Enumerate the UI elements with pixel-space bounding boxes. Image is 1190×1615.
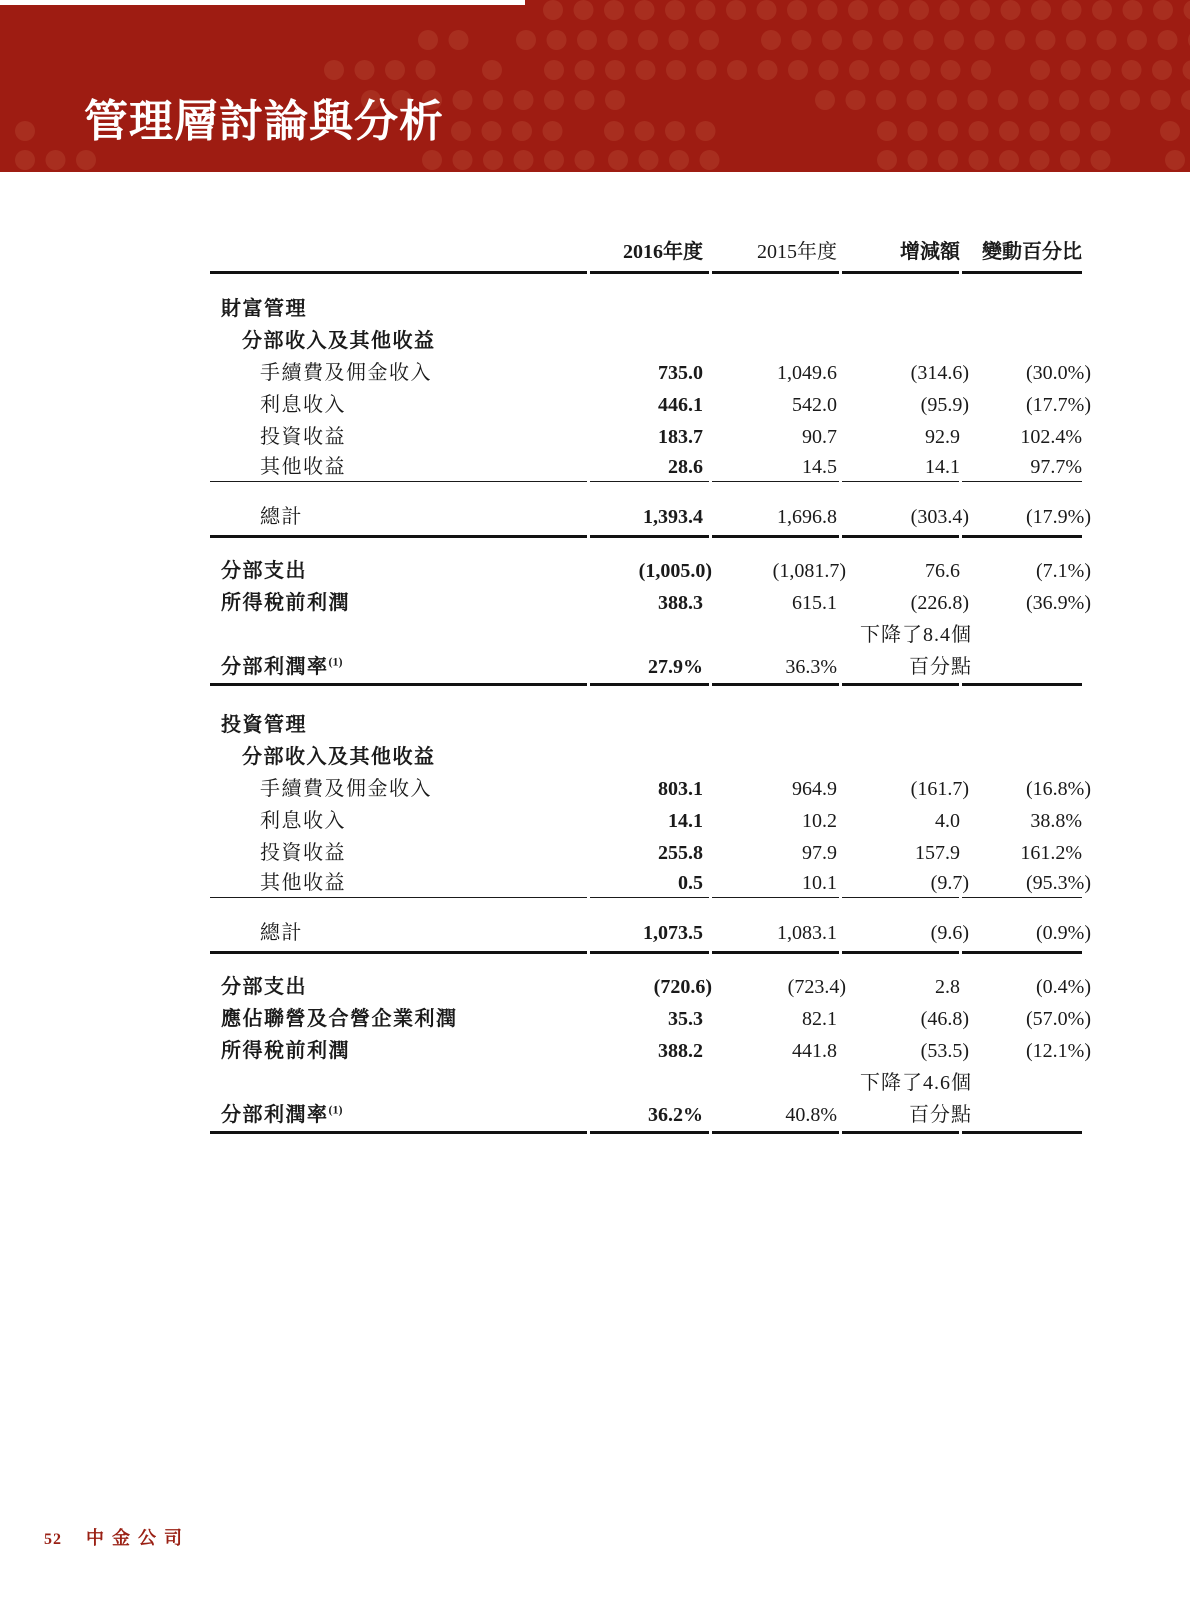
row-label-text: 分部支出 xyxy=(221,975,307,998)
value-2015 xyxy=(712,837,842,869)
value-2016 xyxy=(590,915,712,951)
table-row xyxy=(210,805,1082,837)
table-header-row xyxy=(210,225,1082,271)
value-2016 xyxy=(590,651,712,683)
cell-value: 76.6 xyxy=(925,559,960,582)
value-change xyxy=(842,619,972,651)
column-header-text: 2016年度 xyxy=(623,241,703,263)
header-banner xyxy=(0,0,1190,172)
row-label xyxy=(210,1067,590,1099)
value-change xyxy=(842,421,962,453)
value-2015 xyxy=(712,357,842,389)
value-percent xyxy=(962,869,1091,897)
row-label xyxy=(210,453,590,481)
value-percent xyxy=(962,555,1091,587)
value-2016 xyxy=(590,619,712,651)
value-percent xyxy=(962,1067,1082,1099)
cell-value: 1,696.8 xyxy=(777,505,837,528)
row-label-text: 利息收入 xyxy=(260,809,346,832)
table-row xyxy=(210,587,1082,619)
cell-value: 下降了8.4個 xyxy=(860,623,972,646)
value-2015 xyxy=(712,869,842,897)
col-header-change xyxy=(842,225,962,271)
value-percent xyxy=(962,915,1091,951)
table-row xyxy=(210,1099,1082,1131)
cell-value: 1,393.4 xyxy=(643,505,703,528)
table-row xyxy=(210,357,1082,389)
value-2015 xyxy=(712,325,842,357)
value-2016 xyxy=(590,709,712,741)
cell-value: 542.0 xyxy=(792,393,837,416)
column-header-text: 增減額 xyxy=(900,241,960,263)
value-change xyxy=(842,389,969,421)
spacer-row xyxy=(210,275,1082,293)
value-change xyxy=(842,555,962,587)
table-row xyxy=(210,1035,1082,1067)
spacer-row xyxy=(210,687,1082,709)
cell-value: 10.2 xyxy=(802,809,837,832)
cell-value: 157.9 xyxy=(915,841,960,864)
value-percent xyxy=(962,709,1082,741)
cell-value: (53.5) xyxy=(920,1039,969,1062)
value-change xyxy=(842,1003,969,1035)
row-label-text: 總計 xyxy=(260,921,303,944)
cell-value: 百分點 xyxy=(909,1103,972,1126)
row-label xyxy=(210,389,590,421)
table-row xyxy=(210,709,1082,741)
cell-value: 102.4% xyxy=(1020,425,1082,448)
row-label xyxy=(210,357,590,389)
row-label-text: 手續費及佣金收入 xyxy=(260,361,432,384)
value-percent xyxy=(962,971,1091,1003)
value-2016 xyxy=(590,1067,712,1099)
row-label-text: 財富管理 xyxy=(221,297,307,320)
value-2016 xyxy=(590,837,712,869)
value-2015 xyxy=(712,555,846,587)
rule-segment xyxy=(712,1131,842,1135)
value-percent xyxy=(962,1003,1091,1035)
table-row xyxy=(210,619,1082,651)
row-label-text: 分部利潤率 xyxy=(221,1103,329,1126)
spacer-row xyxy=(210,955,1082,971)
cell-value: (36.9%) xyxy=(1026,591,1091,614)
row-label-text: 其他收益 xyxy=(260,871,346,894)
row-label xyxy=(210,1003,590,1035)
value-2016 xyxy=(590,587,712,619)
table-row xyxy=(210,651,1082,683)
row-label xyxy=(210,805,590,837)
cell-value: 446.1 xyxy=(658,393,703,416)
value-2015 xyxy=(712,293,842,325)
table-row xyxy=(210,499,1082,535)
value-change xyxy=(842,1035,969,1067)
value-2015 xyxy=(712,1099,842,1131)
col-header-2015 xyxy=(712,225,842,271)
cell-value: 14.1 xyxy=(925,455,960,478)
cell-value: 27.9% xyxy=(648,655,703,678)
cell-value: 183.7 xyxy=(658,425,703,448)
segment-financials-table xyxy=(210,225,1091,1135)
row-label xyxy=(210,325,590,357)
cell-value: (17.9%) xyxy=(1026,505,1091,528)
value-change xyxy=(842,805,962,837)
value-change xyxy=(842,1099,972,1131)
row-label-text: 應佔聯營及合營企業利潤 xyxy=(221,1007,458,1030)
cell-value: 964.9 xyxy=(792,777,837,800)
cell-value: 97.7% xyxy=(1030,455,1082,478)
value-change xyxy=(842,293,962,325)
cell-value: 90.7 xyxy=(802,425,837,448)
cell-value: 40.8% xyxy=(785,1103,837,1126)
cell-value: 161.2% xyxy=(1020,841,1082,864)
col-header-percent xyxy=(962,225,1082,271)
cell-value: (57.0%) xyxy=(1026,1007,1091,1030)
value-2016 xyxy=(590,971,712,1003)
spacer-row xyxy=(210,539,1082,555)
footnote-marker: (1) xyxy=(328,653,343,668)
cell-value: 下降了4.6個 xyxy=(860,1071,972,1094)
row-label-text: 分部支出 xyxy=(221,559,307,582)
row-label-text: 分部利潤率 xyxy=(221,655,329,678)
page-footer xyxy=(44,1524,190,1550)
cell-value: (314.6) xyxy=(910,361,969,384)
value-percent xyxy=(962,619,1082,651)
value-percent xyxy=(962,293,1082,325)
row-label-text: 分部收入及其他收益 xyxy=(242,745,436,768)
row-label xyxy=(210,869,590,897)
table-row xyxy=(210,389,1082,421)
page-number: 52 xyxy=(44,1531,62,1548)
cell-value: (720.6) xyxy=(653,975,712,998)
cell-value: 803.1 xyxy=(658,777,703,800)
cell-value: 1,073.5 xyxy=(643,921,703,944)
value-2016 xyxy=(590,773,712,805)
value-2015 xyxy=(712,971,846,1003)
table-row xyxy=(210,741,1082,773)
value-change xyxy=(842,741,962,773)
row-label xyxy=(210,651,590,683)
cell-value: 735.0 xyxy=(658,361,703,384)
cell-value: 36.3% xyxy=(785,655,837,678)
rule-segment xyxy=(210,1131,590,1135)
value-change xyxy=(842,651,972,683)
value-percent xyxy=(962,1099,1082,1131)
cell-value: (9.6) xyxy=(930,921,969,944)
table-row xyxy=(210,915,1082,951)
row-label-text: 所得稅前利潤 xyxy=(221,1039,350,1062)
row-label-text: 其他收益 xyxy=(260,455,346,478)
header-label-spacer xyxy=(210,225,590,271)
cell-value: 615.1 xyxy=(792,591,837,614)
spacer-row xyxy=(210,901,1082,915)
value-percent xyxy=(962,499,1091,535)
column-header-text: 2015年度 xyxy=(757,241,837,263)
row-label-text: 投資收益 xyxy=(260,425,346,448)
rule-segment xyxy=(842,1131,962,1135)
cell-value: (723.4) xyxy=(787,975,846,998)
row-label xyxy=(210,499,590,535)
cell-value: (7.1%) xyxy=(1036,559,1091,582)
value-percent xyxy=(962,453,1082,481)
table-row xyxy=(210,325,1082,357)
value-2016 xyxy=(590,805,712,837)
row-label xyxy=(210,619,590,651)
value-2015 xyxy=(712,915,842,951)
cell-value: (9.7) xyxy=(930,871,969,894)
col-header-2016 xyxy=(590,225,712,271)
value-percent xyxy=(962,837,1082,869)
row-label-text: 總計 xyxy=(260,505,303,528)
row-label xyxy=(210,421,590,453)
row-label-text: 手續費及佣金收入 xyxy=(260,777,432,800)
value-2016 xyxy=(590,1099,712,1131)
row-label-text: 利息收入 xyxy=(260,393,346,416)
value-2015 xyxy=(712,453,842,481)
cell-value: 97.9 xyxy=(802,841,837,864)
table-row xyxy=(210,293,1082,325)
row-label xyxy=(210,709,590,741)
spacer-row xyxy=(210,485,1082,499)
table-row xyxy=(210,453,1082,481)
dot-pattern xyxy=(0,0,1190,172)
cell-value: 10.1 xyxy=(802,871,837,894)
top-white-strip xyxy=(0,0,525,5)
cell-value: 388.2 xyxy=(658,1039,703,1062)
cell-value: (226.8) xyxy=(910,591,969,614)
cell-value: 0.5 xyxy=(678,871,703,894)
table-row xyxy=(210,1067,1082,1099)
value-2015 xyxy=(712,1035,842,1067)
table-row xyxy=(210,971,1082,1003)
value-2016 xyxy=(590,453,712,481)
cell-value: 441.8 xyxy=(792,1039,837,1062)
cell-value: (0.9%) xyxy=(1036,921,1091,944)
table-row xyxy=(210,869,1082,897)
cell-value: 百分點 xyxy=(909,655,972,678)
value-2016 xyxy=(590,389,712,421)
footnote-marker: (1) xyxy=(328,1101,343,1116)
value-change xyxy=(842,587,969,619)
value-percent xyxy=(962,741,1082,773)
row-label xyxy=(210,587,590,619)
cell-value: (46.8) xyxy=(920,1007,969,1030)
row-label xyxy=(210,773,590,805)
cell-value: 82.1 xyxy=(802,1007,837,1030)
value-2015 xyxy=(712,499,842,535)
value-percent xyxy=(962,357,1091,389)
value-percent xyxy=(962,1035,1091,1067)
cell-value: (95.3%) xyxy=(1026,871,1091,894)
cell-value: (30.0%) xyxy=(1026,361,1091,384)
value-2015 xyxy=(712,1067,842,1099)
value-change xyxy=(842,971,962,1003)
value-2015 xyxy=(712,421,842,453)
row-label xyxy=(210,837,590,869)
value-change xyxy=(842,499,969,535)
cell-value: (161.7) xyxy=(910,777,969,800)
cell-value: 1,083.1 xyxy=(777,921,837,944)
cell-value: 14.5 xyxy=(802,455,837,478)
row-label xyxy=(210,293,590,325)
row-label-text: 所得稅前利潤 xyxy=(221,591,350,614)
rule-segment xyxy=(590,1131,712,1135)
value-2016 xyxy=(590,555,712,587)
value-2016 xyxy=(590,325,712,357)
value-percent xyxy=(962,421,1082,453)
cell-value: (1,005.0) xyxy=(638,559,712,582)
table-row xyxy=(210,773,1082,805)
company-name: 中金公司 xyxy=(86,1528,190,1548)
value-2015 xyxy=(712,741,842,773)
cell-value: (303.4) xyxy=(910,505,969,528)
value-2015 xyxy=(712,389,842,421)
value-percent xyxy=(962,325,1082,357)
column-header-text: 變動百分比 xyxy=(982,241,1082,263)
cell-value: 36.2% xyxy=(648,1103,703,1126)
value-percent xyxy=(962,389,1091,421)
row-label xyxy=(210,1035,590,1067)
value-2015 xyxy=(712,587,842,619)
value-2015 xyxy=(712,773,842,805)
value-2015 xyxy=(712,651,842,683)
row-label-text: 分部收入及其他收益 xyxy=(242,329,436,352)
cell-value: (12.1%) xyxy=(1026,1039,1091,1062)
value-2015 xyxy=(712,619,842,651)
value-change xyxy=(842,773,969,805)
cell-value: (95.9) xyxy=(920,393,969,416)
cell-value: (17.7%) xyxy=(1026,393,1091,416)
row-label-text: 投資管理 xyxy=(221,713,307,736)
row-label xyxy=(210,741,590,773)
value-change xyxy=(842,837,962,869)
cell-value: 4.0 xyxy=(935,809,960,832)
value-2015 xyxy=(712,1003,842,1035)
page-title: 管理層討論與分析 xyxy=(84,97,444,146)
value-change xyxy=(842,453,962,481)
value-2016 xyxy=(590,1035,712,1067)
table-row xyxy=(210,555,1082,587)
cell-value: (0.4%) xyxy=(1036,975,1091,998)
table-row xyxy=(210,837,1082,869)
value-change xyxy=(842,1067,972,1099)
cell-value: 92.9 xyxy=(925,425,960,448)
value-percent xyxy=(962,805,1082,837)
value-2016 xyxy=(590,499,712,535)
value-change xyxy=(842,915,969,951)
row-label-text: 投資收益 xyxy=(260,841,346,864)
cell-value: 1,049.6 xyxy=(777,361,837,384)
value-change xyxy=(842,869,969,897)
cell-value: 2.8 xyxy=(935,975,960,998)
value-percent xyxy=(962,651,1082,683)
value-2016 xyxy=(590,293,712,325)
cell-value: 35.3 xyxy=(668,1007,703,1030)
cell-value: 14.1 xyxy=(668,809,703,832)
table-row xyxy=(210,1003,1082,1035)
value-2016 xyxy=(590,741,712,773)
row-label xyxy=(210,555,590,587)
value-percent xyxy=(962,587,1091,619)
value-2016 xyxy=(590,1003,712,1035)
value-change xyxy=(842,357,969,389)
cell-value: (16.8%) xyxy=(1026,777,1091,800)
value-2016 xyxy=(590,869,712,897)
thick-rule-row xyxy=(210,1131,1082,1135)
cell-value: 38.8% xyxy=(1030,809,1082,832)
value-2015 xyxy=(712,709,842,741)
value-percent xyxy=(962,773,1091,805)
rule-segment xyxy=(962,1131,1082,1135)
value-2015 xyxy=(712,805,842,837)
cell-value: 388.3 xyxy=(658,591,703,614)
row-label xyxy=(210,1099,590,1131)
cell-value: 255.8 xyxy=(658,841,703,864)
value-change xyxy=(842,709,962,741)
cell-value: (1,081.7) xyxy=(772,559,846,582)
row-label xyxy=(210,915,590,951)
row-label xyxy=(210,971,590,1003)
cell-value: 28.6 xyxy=(668,455,703,478)
table-row xyxy=(210,421,1082,453)
value-change xyxy=(842,325,962,357)
value-2016 xyxy=(590,421,712,453)
value-2016 xyxy=(590,357,712,389)
